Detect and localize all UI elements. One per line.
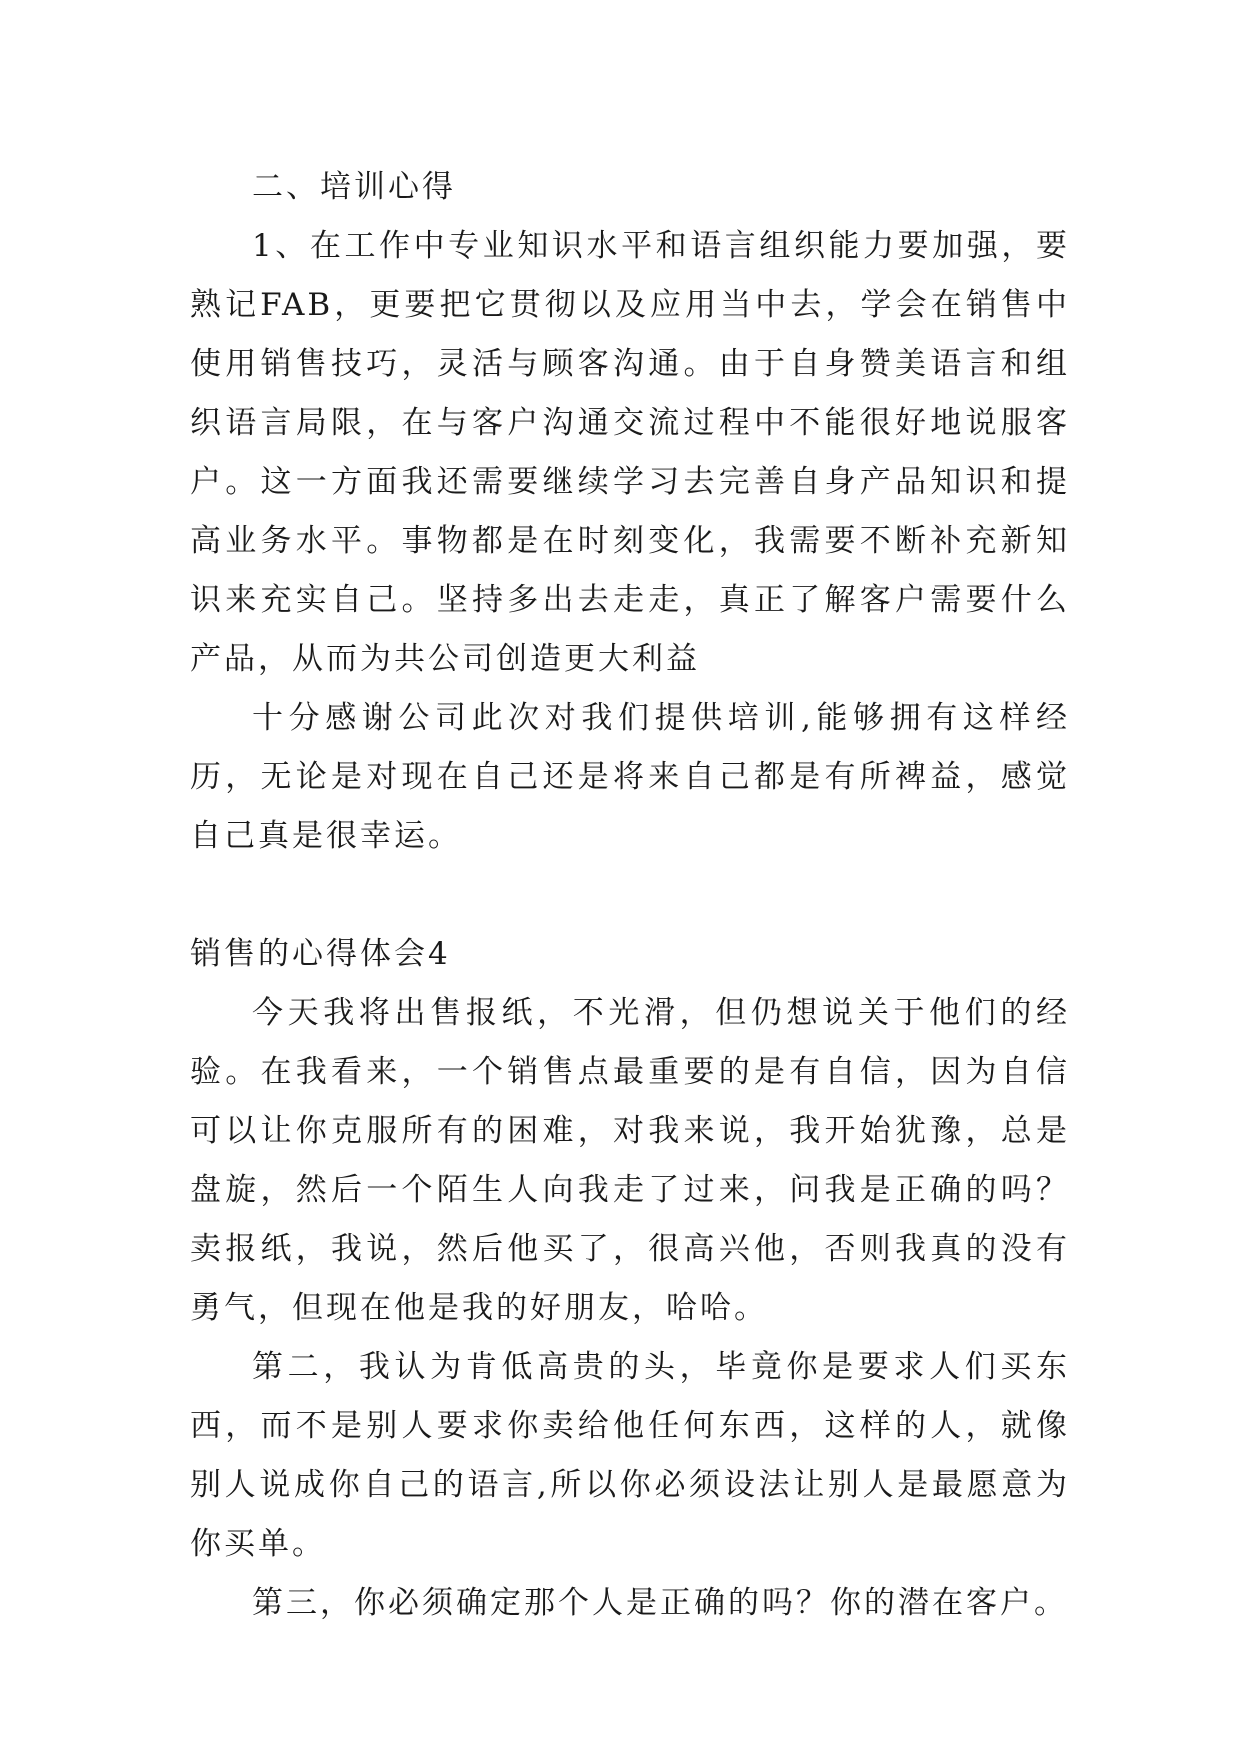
- section-title: 销售的心得体会4: [190, 936, 451, 972]
- document-body: [190, 158, 1070, 1633]
- paragraph: 第二，我认为肯低高贵的头，毕竟你是要求人们买东西，而不是别人要求你卖给他任何东西，这样的人，就像别人说成你自己的语言,所以你必须设法让别人是最愿意为你买单。: [190, 1349, 1070, 1562]
- paragraph: 1、在工作中专业知识水平和语言组织能力要加强，要熟记FAB，更要把它贯彻以及应用当中去，学会在销售中使用销售技巧，灵活与顾客沟通。由于自身赞美语言和组织语言局限，在与客户沟通交流过程中不能很好地说服客户。这一方面我还需要继续学习去完善自身产品知识和提高业务水平。事物都是在时刻变化，我需要不断补充新知识来充实自己。坚持多出去走走，真正了解客户需要什么产品，从而为共公司创造更大利益: [190, 228, 1070, 677]
- paragraph: 十分感谢公司此次对我们提供培训,能够拥有这样经历，无论是对现在自己还是将来自己都是有所裨益，感觉自己真是很幸运。: [190, 700, 1070, 854]
- paragraph: 第三，你必须确定那个人是正确的吗？你的潜在客户。: [252, 1585, 1068, 1621]
- subheading: 二、培训心得: [252, 169, 456, 205]
- paragraph: 今天我将出售报纸，不光滑，但仍想说关于他们的经验。在我看来，一个销售点最重要的是有自信，因为自信可以让你克服所有的困难，对我来说，我开始犹豫，总是盘旋，然后一个陌生人向我走了过来，问我是正确的吗？卖报纸，我说，然后他买了，很高兴他，否则我真的没有勇气，但现在他是我的好朋友，哈哈。: [190, 995, 1070, 1326]
